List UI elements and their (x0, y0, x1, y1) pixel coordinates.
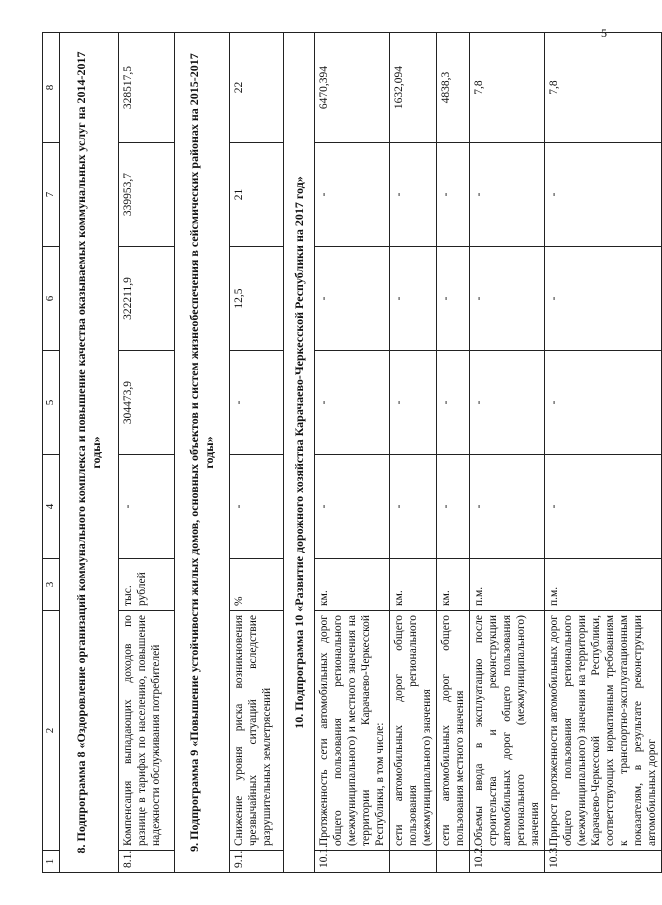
value-cell: - (437, 247, 470, 351)
section-title: 8. Подпрограмма 8 «Оздоровление организаций коммунального комплекса и повышение качества оказываемых коммунальных услуг на 2014-2017 годы» (60, 33, 119, 873)
section-title-row (284, 33, 315, 873)
value-cell: - (470, 143, 545, 247)
table-row (230, 33, 284, 873)
value-cell: 4838,3 (437, 33, 470, 143)
table-row (119, 33, 175, 873)
value-cell: - (470, 247, 545, 351)
value-cell: - (545, 455, 662, 559)
value-cell: 7,8 (545, 33, 662, 143)
indicator-name: сети автомобильных дорог общего пользования местного значения (437, 611, 470, 851)
table-row (545, 33, 662, 873)
column-number: 5 (43, 351, 60, 455)
unit: км. (315, 559, 390, 611)
column-number: 1 (43, 851, 60, 873)
value-cell: - (230, 351, 284, 455)
indicator-name: Снижение уровня риска возникновения чрезвычайных ситуаций вследствие разрушительных землетрясений (230, 611, 284, 851)
section-title: 9. Подпрограмма 9 «Повышение устойчивости жилых домов, основных объектов и систем жизнеобеспечения в сейсмических районах на 2015-2017 годы» (175, 33, 230, 873)
value-cell: - (545, 247, 662, 351)
table-row (315, 33, 390, 873)
value-cell: - (390, 247, 437, 351)
value-cell: - (437, 143, 470, 247)
column-number: 7 (43, 143, 60, 247)
value-cell: - (230, 455, 284, 559)
section-title-row (60, 33, 119, 873)
unit: тыс. рублей (119, 559, 175, 611)
value-cell: 339953,7 (119, 143, 175, 247)
column-number: 8 (43, 33, 60, 143)
column-number-row (43, 33, 60, 873)
value-cell: - (315, 247, 390, 351)
value-cell: - (119, 455, 175, 559)
row-number: 9.1. (230, 851, 284, 873)
indicator-name: Объемы ввода в эксплуатацию после строительства и реконструкции автомобильных дорог общего пользования регионального (межмуниципального) значения (470, 611, 545, 851)
indicator-name: Прирост протяженности автомобильных дорог общего пользования регионального (межмуниципального) значения на территории Карачаево-Черкесской Республики, соответствующих нормативным требованиям к транспортно-эксплуатационным показателям, в результате реконструкции автомобильных дорог (545, 611, 662, 851)
value-cell: - (390, 143, 437, 247)
value-cell: - (315, 143, 390, 247)
value-cell: - (470, 455, 545, 559)
section-title-row (175, 33, 230, 873)
value-cell: 22 (230, 33, 284, 143)
table-row (470, 33, 545, 873)
value-cell: - (315, 455, 390, 559)
unit: км. (437, 559, 470, 611)
row-number (390, 851, 437, 873)
section-title: 10. Подпрограмма 10 «Развитие дорожного хозяйства Карачаево-Черкесской Республики на 2017 год» (284, 33, 315, 873)
row-number (437, 851, 470, 873)
indicators-table (42, 32, 662, 873)
unit: п.м. (545, 559, 662, 611)
unit: % (230, 559, 284, 611)
column-number: 6 (43, 247, 60, 351)
row-number: 10.3. (545, 851, 662, 873)
row-number: 10.2. (470, 851, 545, 873)
column-number: 4 (43, 455, 60, 559)
value-cell: - (437, 455, 470, 559)
value-cell: - (315, 351, 390, 455)
value-cell: - (437, 351, 470, 455)
rotated-table-frame (42, 33, 659, 873)
unit: км. (390, 559, 437, 611)
indicator-name: Компенсация выпадающих доходов по разнице в тарифах по населению, повышение надежности обслуживания потребителей (119, 611, 175, 851)
page-number: 5 (601, 26, 607, 40)
value-cell: - (390, 351, 437, 455)
table-row (437, 33, 470, 873)
row-number: 10.1. (315, 851, 390, 873)
value-cell: 6470,394 (315, 33, 390, 143)
indicator-name: сети автомобильных дорог общего пользования регионального (межмуниципального) значения (390, 611, 437, 851)
value-cell: 328517,5 (119, 33, 175, 143)
value-cell: 322211,9 (119, 247, 175, 351)
value-cell: - (470, 351, 545, 455)
value-cell: - (390, 455, 437, 559)
value-cell: - (545, 351, 662, 455)
value-cell: 7,8 (470, 33, 545, 143)
table-row (390, 33, 437, 873)
column-number: 3 (43, 559, 60, 611)
value-cell: 1632,094 (390, 33, 437, 143)
unit: п.м. (470, 559, 545, 611)
value-cell: 304473,9 (119, 351, 175, 455)
value-cell: 21 (230, 143, 284, 247)
value-cell: - (545, 143, 662, 247)
row-number: 8.1. (119, 851, 175, 873)
indicator-name: Протяженность сети автомобильных дорог общего пользования регионального (межмуниципального) и местного значения на территории Карачаево-Черкесской Республики, в том числе: (315, 611, 390, 851)
value-cell: 12,5 (230, 247, 284, 351)
column-number: 2 (43, 611, 60, 851)
